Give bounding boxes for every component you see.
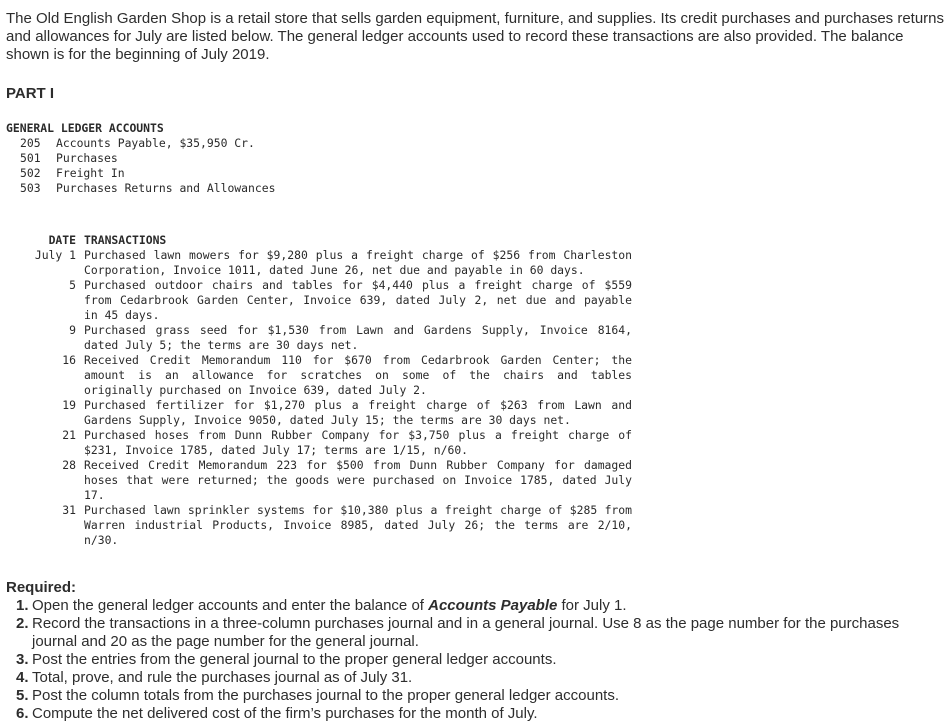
required-item: [6, 705, 946, 723]
emphasized-term: Accounts Payable: [428, 597, 558, 614]
required-list: [6, 597, 946, 723]
required-item-text: [32, 615, 946, 651]
required-item: [6, 687, 946, 705]
account-name: Accounts Payable, $35,950 Cr.: [56, 136, 255, 150]
general-ledger-accounts: [6, 121, 275, 196]
required-item-number: 6.: [16, 705, 29, 722]
required-item-number: 5.: [16, 687, 29, 704]
transaction-row: [6, 248, 630, 278]
required-item: [6, 615, 946, 651]
required-item: [6, 651, 946, 669]
required-item-text-part: Record the transactions in a three-column purchases journal and in a general journal. Use 8 as the page number for the purchases journal and 20 as the page number for the general journal.: [32, 615, 900, 650]
transaction-date: 16: [62, 353, 76, 367]
account-name: Freight In: [56, 166, 125, 180]
required-item-text-part: Open the general ledger accounts and enter the balance of: [32, 597, 429, 614]
transaction-date: 9: [69, 323, 76, 337]
account-number: 501: [20, 151, 41, 165]
transaction-row: [6, 428, 630, 458]
transaction-row: [6, 323, 630, 353]
required-item-text-part: Compute the net delivered cost of the firm’s purchases for the month of July.: [32, 705, 538, 722]
required-item-text-part: Total, prove, and rule the purchases journal as of July 31.: [32, 669, 413, 686]
account-name: Purchases: [56, 151, 118, 165]
required-item-text-part: for July 1.: [557, 597, 627, 614]
required-item-text-part: Post the column totals from the purchases journal to the proper general ledger accounts.: [32, 687, 619, 704]
required-item: [6, 669, 946, 687]
required-item-text: [32, 597, 946, 615]
transaction-description: Received Credit Memorandum 223 for $500 from Dunn Rubber Company for damaged hoses that were returned; the goods were purchased on Invoice 1785, dated July 17.: [84, 458, 632, 502]
transaction-row: [6, 353, 630, 398]
transaction-description: Purchased grass seed for $1,530 from Lawn and Gardens Supply, Invoice 8164, dated July 5; the terms are 30 days net.: [84, 323, 632, 352]
transaction-description: Purchased fertilizer for $1,270 plus a freight charge of $263 from Lawn and Gardens Supply, Invoice 9050, dated July 15; the terms are 30 days net.: [84, 398, 632, 427]
required-section: [6, 579, 946, 723]
date-column-header: DATE: [48, 233, 76, 247]
intro-paragraph: The Old English Garden Shop is a retail store that sells garden equipment, furniture, and supplies. Its credit purchases and purchases returns and allowances for July are listed below. The general ledger accounts used to record these transactions are also provided. The balance shown is for the beginning of July 2019.: [6, 10, 945, 63]
required-item-number: 2.: [16, 615, 29, 632]
transaction-description: Purchased hoses from Dunn Rubber Company for $3,750 plus a freight charge of $231, Invoice 1785, dated July 17; terms are 1/15, n/60.: [84, 428, 632, 457]
transaction-row: [6, 278, 630, 323]
transaction-description: Purchased lawn sprinkler systems for $10,380 plus a freight charge of $285 from Warren industrial Products, Invoice 8985, dated July 26; the terms are 2/10, n/30.: [84, 503, 632, 547]
transaction-description: Received Credit Memorandum 110 for $670 from Cedarbrook Garden Center; the amount is an allowance for scratches on some of the chairs and tables originally purchased on Invoice 639, dated July 2.: [84, 353, 632, 397]
account-number: 502: [20, 166, 41, 180]
transaction-row: [6, 458, 630, 503]
account-number: 503: [20, 181, 41, 195]
account-row: [6, 166, 275, 181]
required-item-number: 3.: [16, 651, 29, 668]
transaction-date: 28: [62, 458, 76, 472]
transactions-table: [6, 233, 630, 548]
account-row: [6, 181, 275, 196]
account-row: [6, 151, 275, 166]
transaction-date: July 1: [34, 248, 76, 262]
required-item-text: [32, 705, 946, 723]
transaction-date: 31: [62, 503, 76, 517]
part-heading: PART I: [6, 85, 55, 102]
required-item-text: [32, 687, 946, 705]
account-number: 205: [20, 136, 41, 150]
required-item-number: 4.: [16, 669, 29, 686]
transaction-row: [6, 503, 630, 548]
transactions-header-row: [6, 233, 630, 248]
account-name: Purchases Returns and Allowances: [56, 181, 276, 195]
required-item-number: 1.: [16, 597, 29, 614]
account-list: [6, 136, 275, 196]
transaction-date: 19: [62, 398, 76, 412]
transaction-date: 21: [62, 428, 76, 442]
required-item-text: [32, 669, 946, 687]
transaction-row: [6, 398, 630, 428]
required-item-text-part: Post the entries from the general journal to the proper general ledger accounts.: [32, 651, 557, 668]
required-item-text: [32, 651, 946, 669]
transaction-description: Purchased outdoor chairs and tables for $4,440 plus a freight charge of $559 from Cedarbrook Garden Center, Invoice 639, dated July 2, net due and payable in 45 days.: [84, 278, 632, 322]
account-row: [6, 136, 275, 151]
transaction-description: Purchased lawn mowers for $9,280 plus a freight charge of $256 from Charleston Corporation, Invoice 1011, dated June 26, net due and payable in 60 days.: [84, 248, 632, 277]
required-item: [6, 597, 946, 615]
transaction-date: 5: [69, 278, 76, 292]
transactions-body: [6, 248, 630, 548]
required-heading: Required:: [6, 579, 77, 596]
general-ledger-heading: GENERAL LEDGER ACCOUNTS: [6, 121, 164, 135]
transactions-column-header: TRANSACTIONS: [84, 233, 167, 247]
